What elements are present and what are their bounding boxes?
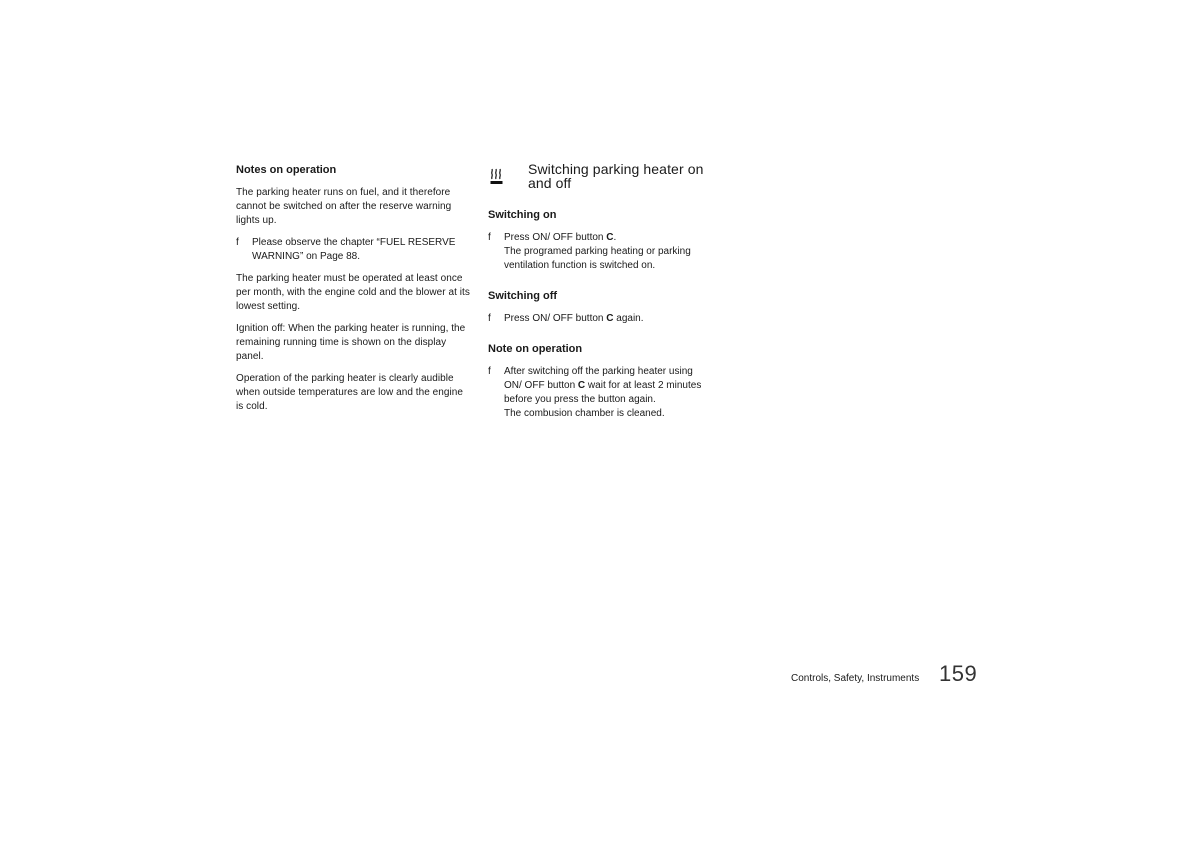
bullet-note — [488, 365, 728, 421]
switch-on-line1: Press ON/ OFF button C. — [504, 232, 617, 243]
paragraph-monthly: The parking heater must be operated at least once per month, with the engine cold and the blower at its lowest setting. — [236, 273, 470, 312]
page-number: 159 — [939, 661, 978, 686]
section-title-row — [488, 162, 728, 190]
paragraph-fuel: The parking heater runs on fuel, and it therefore cannot be switched on after the reserve warning lights up. — [236, 187, 452, 226]
bullet-mark: f — [488, 313, 491, 324]
section-title: Switching parking heater on and off — [528, 161, 704, 191]
note-line3: before you press the button again. — [504, 394, 656, 405]
switching-off-heading: Switching off — [488, 290, 558, 302]
bullet-mark: f — [488, 366, 491, 377]
button-c-label: C — [577, 380, 586, 391]
switch-off-line: Press ON/ OFF button C again. — [504, 313, 644, 324]
note-line2: ON/ OFF button C wait for at least 2 minutes — [504, 380, 702, 391]
right-column — [488, 163, 728, 429]
note-line1: After switching off the parking heater using — [504, 366, 693, 377]
bullet-fuel-reserve — [236, 236, 472, 264]
bullet-mark: f — [488, 232, 491, 243]
note-heading: Note on operation — [488, 343, 583, 355]
button-c-label: C — [606, 232, 614, 243]
footer-section-label: Controls, Safety, Instruments — [791, 673, 920, 684]
paragraph-audible: Operation of the parking heater is clearly audible when outside temperatures are low and the engine is cold. — [236, 373, 463, 412]
notes-heading: Notes on operation — [236, 164, 337, 176]
left-column — [236, 163, 472, 422]
note-line4: The combusion chamber is cleaned. — [504, 408, 665, 419]
heater-icon — [490, 168, 504, 186]
button-c-label: C — [606, 313, 614, 324]
bullet-text: Please observe the chapter “FUEL RESERVE WARNING” on Page 88. — [252, 237, 456, 262]
bullet-switch-on — [488, 231, 728, 273]
switching-on-heading: Switching on — [488, 209, 557, 221]
bullet-mark: f — [236, 237, 239, 248]
bullet-switch-off — [488, 312, 728, 326]
paragraph-ignition: Ignition off: When the parking heater is running, the remaining running time is shown on the display panel. — [236, 323, 466, 362]
switch-on-line2: The programed parking heating or parking ventilation function is switched on. — [504, 246, 691, 271]
